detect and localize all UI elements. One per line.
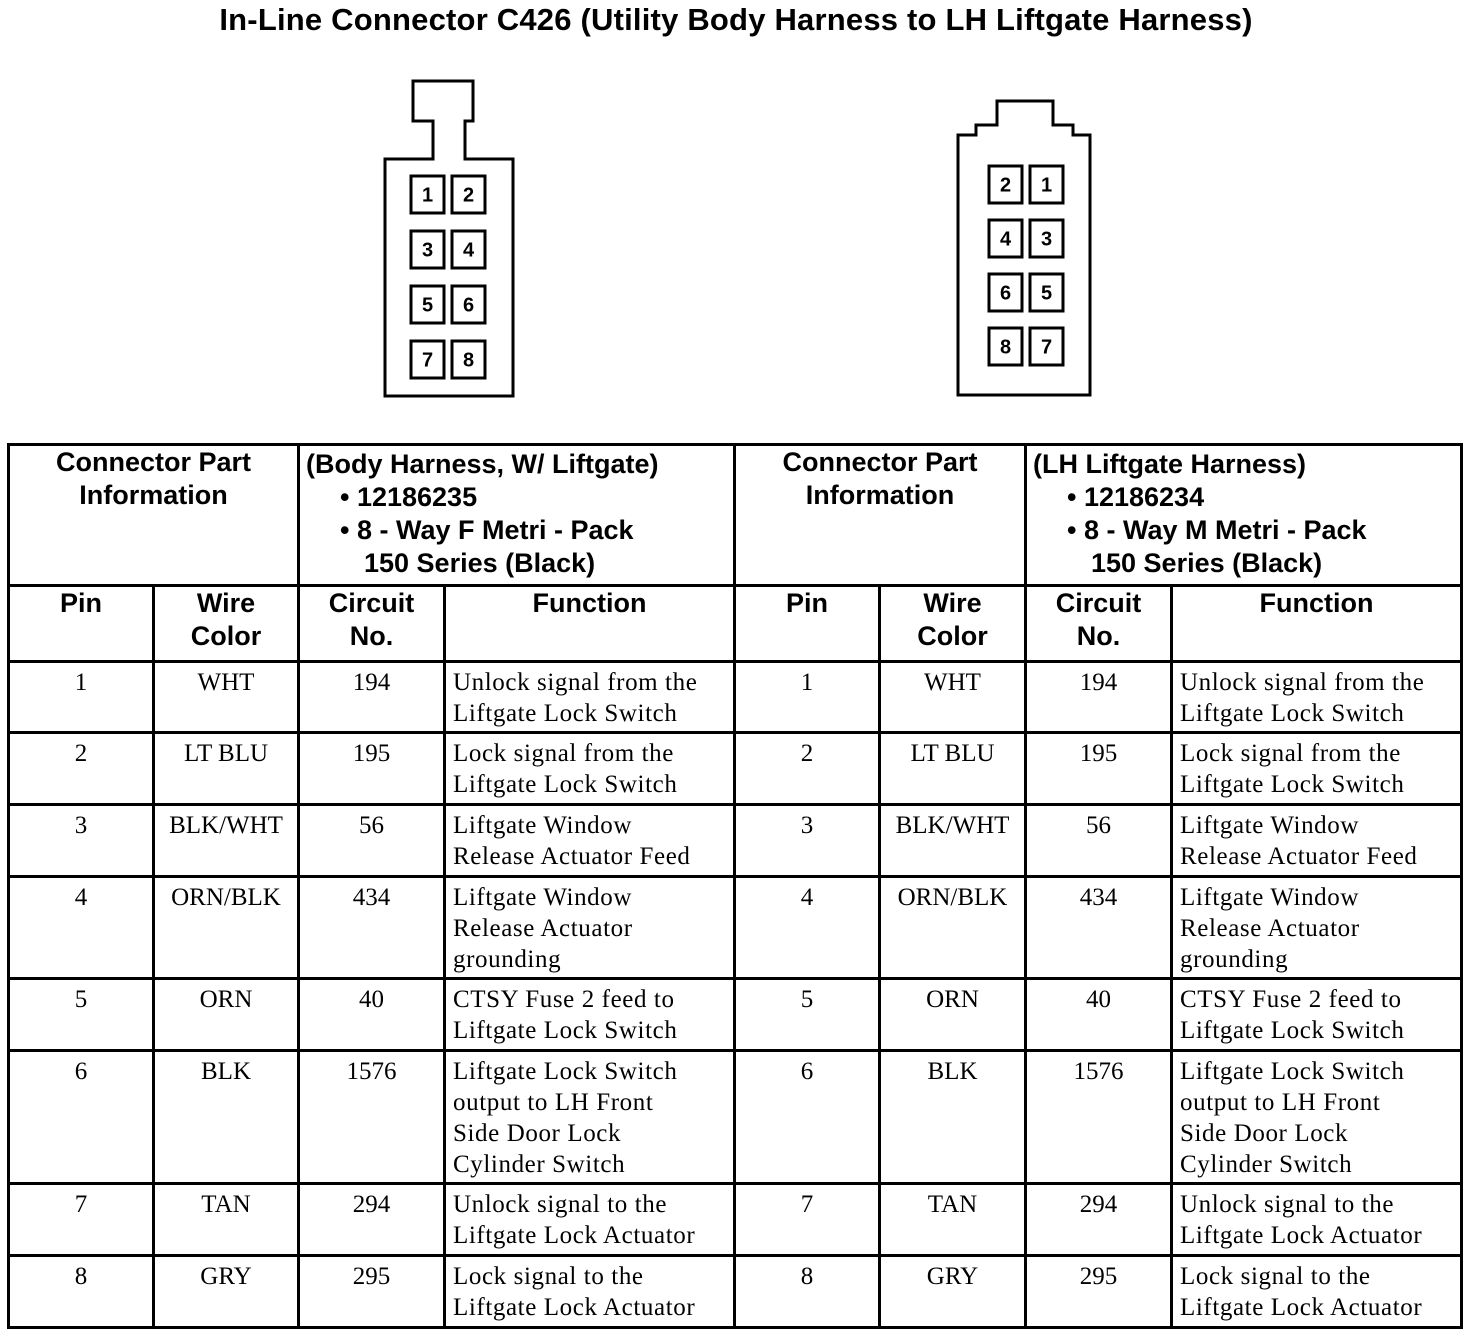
- right-function-cell: [1172, 1256, 1462, 1328]
- right-wire-color-cell: BLK/WHT: [880, 805, 1026, 877]
- function-line: Liftgate Lock Switch: [453, 771, 678, 798]
- function-line: Cylinder Switch: [1180, 1151, 1353, 1178]
- function-line: Liftgate Lock Switch: [453, 1017, 678, 1044]
- right-circuit-no-cell: 294: [1026, 1184, 1172, 1256]
- left-pin-cell: 4: [9, 877, 154, 979]
- function-line: Liftgate Lock Switch: [453, 1058, 678, 1085]
- function-line: Liftgate Lock Switch: [1180, 771, 1405, 798]
- left-connector-type: • 8 - Way F Metri - Pack: [340, 515, 634, 545]
- function-line: Cylinder Switch: [453, 1151, 626, 1178]
- connector-left-diagram: [380, 75, 520, 405]
- pin-number: 4: [999, 228, 1012, 251]
- left-wire-color-cell: BLK: [154, 1051, 299, 1184]
- col-header-circuit: [1026, 586, 1172, 662]
- left-wire-color-cell: GRY: [154, 1256, 299, 1328]
- col-header-wire-line1: Wire: [196, 588, 256, 618]
- col-header-wire-line2: Color: [917, 621, 988, 651]
- table-row: [9, 733, 1462, 805]
- pin-number: 3: [1040, 228, 1053, 251]
- pin-number: 3: [421, 239, 434, 262]
- column-header-row: [9, 586, 1462, 662]
- function-line: Liftgate Lock Switch: [1180, 700, 1405, 727]
- col-header-circuit-line1: Circuit: [328, 588, 415, 618]
- left-wire-color-cell: WHT: [154, 662, 299, 733]
- right-pin-cell: 8: [735, 1256, 880, 1328]
- table-row: [9, 805, 1462, 877]
- function-line: Liftgate Lock Switch: [1180, 1017, 1405, 1044]
- function-line: Liftgate Lock Actuator: [453, 1222, 696, 1249]
- function-line: Side Door Lock: [453, 1120, 622, 1147]
- left-function-cell: [445, 1256, 735, 1328]
- table-row: [9, 877, 1462, 979]
- col-header-wire-color: [154, 586, 299, 662]
- col-header-circuit: [299, 586, 445, 662]
- left-part-label-line2: Information: [79, 480, 228, 510]
- function-line: Liftgate Lock Actuator: [1180, 1294, 1423, 1321]
- left-pin-cell: 7: [9, 1184, 154, 1256]
- pin-number: 5: [421, 294, 434, 317]
- right-part-label-line1: Connector Part: [782, 447, 978, 477]
- pin-number: 5: [1040, 282, 1053, 305]
- left-function-cell: [445, 805, 735, 877]
- right-pin-cell: 2: [735, 733, 880, 805]
- function-line: output to LH Front: [1180, 1089, 1381, 1116]
- left-wire-color-cell: BLK/WHT: [154, 805, 299, 877]
- function-line: grounding: [1180, 946, 1289, 973]
- pin-number: 8: [999, 336, 1012, 359]
- pin-number: 6: [999, 282, 1012, 305]
- right-pin-cell: 3: [735, 805, 880, 877]
- left-pin-cell: 3: [9, 805, 154, 877]
- col-header-wire-line1: Wire: [923, 588, 982, 618]
- function-line: Lock signal to the: [453, 1263, 644, 1290]
- connector-right-diagram: [950, 95, 1100, 405]
- left-connector-series: 150 Series (Black): [364, 548, 596, 578]
- pin-number: 2: [999, 174, 1012, 197]
- function-line: CTSY Fuse 2 feed to: [453, 986, 675, 1013]
- right-function-cell: [1172, 733, 1462, 805]
- right-part-label-line2: Information: [805, 480, 955, 510]
- table-row: [9, 1256, 1462, 1328]
- left-function-cell: [445, 1051, 735, 1184]
- col-header-circuit-line2: No.: [1076, 621, 1121, 651]
- pin-number: 1: [421, 184, 434, 207]
- function-line: Lock signal from the: [453, 740, 674, 767]
- pin-number: 8: [462, 349, 475, 372]
- left-pin-cell: 5: [9, 979, 154, 1051]
- pin-number: 7: [421, 349, 434, 372]
- left-function-cell: [445, 1184, 735, 1256]
- function-line: Liftgate Window: [453, 812, 633, 839]
- left-wire-color-cell: ORN: [154, 979, 299, 1051]
- right-wire-color-cell: TAN: [880, 1184, 1026, 1256]
- col-header-function: Function: [445, 586, 735, 662]
- right-wire-color-cell: ORN/BLK: [880, 877, 1026, 979]
- right-circuit-no-cell: 295: [1026, 1256, 1172, 1328]
- left-part-number: • 12186235: [340, 482, 478, 512]
- left-function-cell: [445, 662, 735, 733]
- function-line: Unlock signal to the: [1180, 1191, 1395, 1218]
- function-line: Unlock signal to the: [453, 1191, 668, 1218]
- left-function-cell: [445, 733, 735, 805]
- table-row: [9, 1051, 1462, 1184]
- left-circuit-no-cell: 195: [299, 733, 445, 805]
- page-title: In-Line Connector C426 (Utility Body Harness to LH Liftgate Harness): [219, 2, 1253, 37]
- pin-number: 1: [1040, 174, 1053, 197]
- right-function-cell: [1172, 662, 1462, 733]
- right-function-cell: [1172, 1051, 1462, 1184]
- right-function-cell: [1172, 805, 1462, 877]
- function-line: Liftgate Window: [453, 884, 633, 911]
- right-pin-cell: 1: [735, 662, 880, 733]
- part-info-row: [9, 445, 1462, 586]
- left-circuit-no-cell: 56: [299, 805, 445, 877]
- table-row: [9, 979, 1462, 1051]
- col-header-circuit-line2: No.: [349, 621, 394, 651]
- right-connector-type: • 8 - Way M Metri - Pack: [1067, 515, 1367, 545]
- right-pin-cell: 4: [735, 877, 880, 979]
- pin-number: 7: [1040, 336, 1053, 359]
- right-circuit-no-cell: 40: [1026, 979, 1172, 1051]
- left-wire-color-cell: ORN/BLK: [154, 877, 299, 979]
- col-header-wire-color: [880, 586, 1026, 662]
- function-line: Release Actuator Feed: [1180, 843, 1418, 870]
- left-part-label: [9, 445, 299, 586]
- left-circuit-no-cell: 294: [299, 1184, 445, 1256]
- right-circuit-no-cell: 56: [1026, 805, 1172, 877]
- col-header-function: Function: [1172, 586, 1462, 662]
- left-wire-color-cell: LT BLU: [154, 733, 299, 805]
- function-line: Release Actuator: [1180, 915, 1360, 942]
- right-wire-color-cell: WHT: [880, 662, 1026, 733]
- left-part-label-line1: Connector Part: [55, 447, 252, 477]
- right-circuit-no-cell: 434: [1026, 877, 1172, 979]
- function-line: Lock signal from the: [1180, 740, 1401, 767]
- function-line: Liftgate Window: [1180, 884, 1360, 911]
- left-harness: (Body Harness, W/ Liftgate): [306, 449, 659, 479]
- function-line: Release Actuator Feed: [453, 843, 691, 870]
- function-line: Liftgate Lock Actuator: [453, 1294, 696, 1321]
- function-line: Liftgate Window: [1180, 812, 1360, 839]
- right-function-cell: [1172, 1184, 1462, 1256]
- col-header-circuit-line1: Circuit: [1055, 588, 1142, 618]
- col-header-pin: Pin: [9, 586, 154, 662]
- pin-number: 6: [462, 294, 475, 317]
- function-line: Side Door Lock: [1180, 1120, 1349, 1147]
- left-function-cell: [445, 979, 735, 1051]
- right-connector-series: 150 Series (Black): [1091, 548, 1323, 578]
- table-row: [9, 662, 1462, 733]
- left-circuit-no-cell: 40: [299, 979, 445, 1051]
- function-line: grounding: [453, 946, 562, 973]
- left-pin-cell: 2: [9, 733, 154, 805]
- function-line: Liftgate Lock Actuator: [1180, 1222, 1423, 1249]
- right-pin-cell: 7: [735, 1184, 880, 1256]
- left-part-info: [299, 445, 735, 586]
- function-line: Unlock signal from the: [453, 669, 698, 696]
- function-line: CTSY Fuse 2 feed to: [1180, 986, 1402, 1013]
- right-pin-cell: 6: [735, 1051, 880, 1184]
- right-circuit-no-cell: 195: [1026, 733, 1172, 805]
- left-pin-cell: 6: [9, 1051, 154, 1184]
- left-function-cell: [445, 877, 735, 979]
- right-wire-color-cell: LT BLU: [880, 733, 1026, 805]
- col-header-pin: Pin: [735, 586, 880, 662]
- pin-number: 2: [462, 184, 475, 207]
- right-part-label: [735, 445, 1026, 586]
- right-circuit-no-cell: 194: [1026, 662, 1172, 733]
- connector-left-body: [385, 81, 513, 396]
- right-circuit-no-cell: 1576: [1026, 1051, 1172, 1184]
- function-line: Unlock signal from the: [1180, 669, 1425, 696]
- right-wire-color-cell: GRY: [880, 1256, 1026, 1328]
- col-header-wire-line2: Color: [190, 621, 262, 651]
- pinout-table: [7, 443, 1463, 1329]
- right-part-number: • 12186234: [1067, 482, 1205, 512]
- left-circuit-no-cell: 295: [299, 1256, 445, 1328]
- right-pin-cell: 5: [735, 979, 880, 1051]
- right-function-cell: [1172, 877, 1462, 979]
- left-circuit-no-cell: 194: [299, 662, 445, 733]
- left-wire-color-cell: TAN: [154, 1184, 299, 1256]
- right-harness: (LH Liftgate Harness): [1033, 449, 1307, 479]
- right-part-info: [1026, 445, 1462, 586]
- function-line: Lock signal to the: [1180, 1263, 1371, 1290]
- right-function-cell: [1172, 979, 1462, 1051]
- connector-right-body: [958, 101, 1090, 395]
- function-line: Liftgate Lock Switch: [453, 700, 678, 727]
- table-row: [9, 1184, 1462, 1256]
- left-circuit-no-cell: 434: [299, 877, 445, 979]
- function-line: Release Actuator: [453, 915, 633, 942]
- function-line: output to LH Front: [453, 1089, 654, 1116]
- left-pin-cell: 8: [9, 1256, 154, 1328]
- right-wire-color-cell: ORN: [880, 979, 1026, 1051]
- function-line: Liftgate Lock Switch: [1180, 1058, 1405, 1085]
- left-pin-cell: 1: [9, 662, 154, 733]
- pin-number: 4: [462, 239, 475, 262]
- right-wire-color-cell: BLK: [880, 1051, 1026, 1184]
- left-circuit-no-cell: 1576: [299, 1051, 445, 1184]
